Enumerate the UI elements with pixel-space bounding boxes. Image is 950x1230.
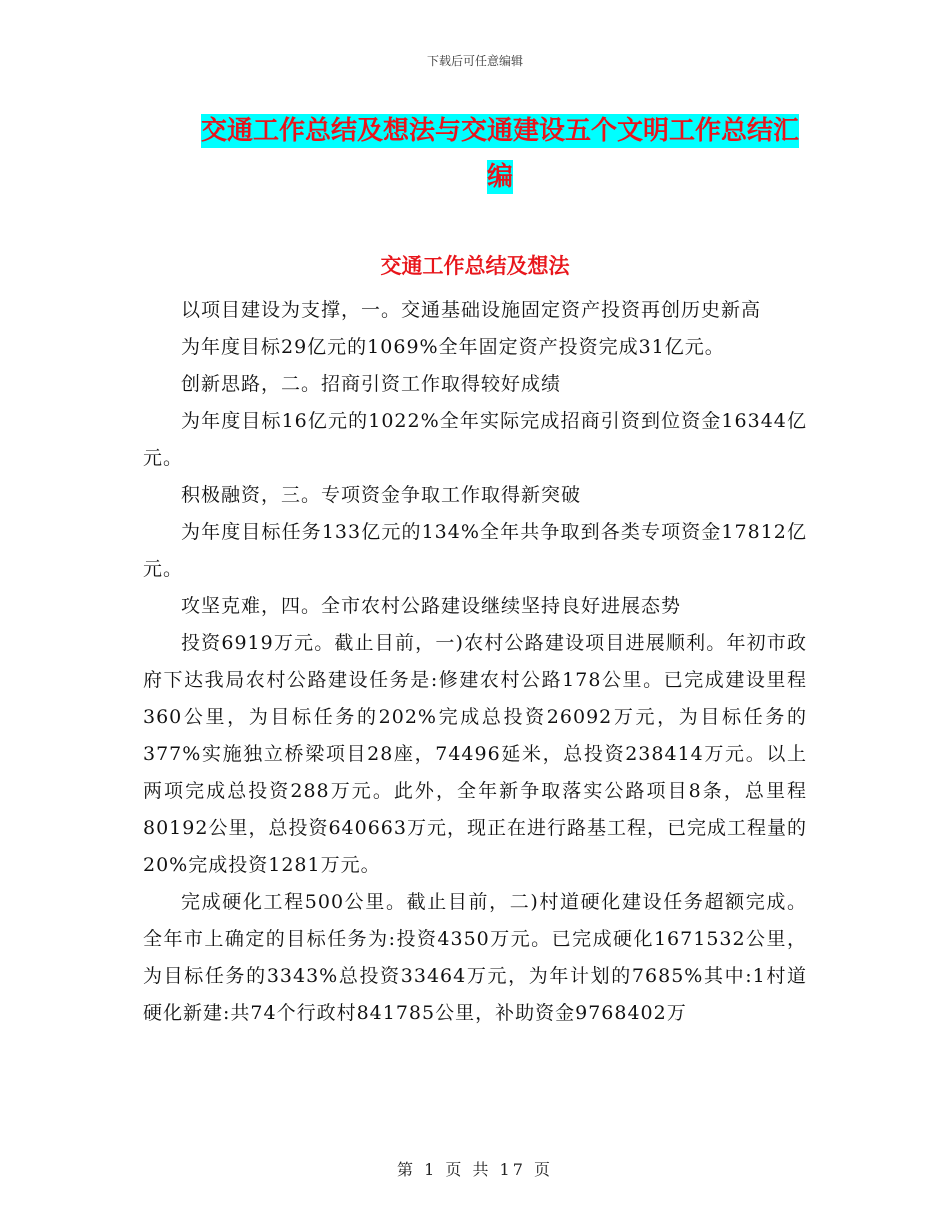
paragraph: 完成硬化工程500公里。截止目前，二)村道硬化建设任务超额完成。全年市上确定的目标任务为:投资4350万元。已完成硬化1671532公里，为目标任务的3343%总投资33464万元，为年计划的7685%其中:1村道硬化新建:共74个行政村841785公里，补助资金9768402万 bbox=[143, 891, 807, 1024]
paragraph: 为年度目标16亿元的1022%全年实际完成招商引资到位资金16344亿元。 bbox=[143, 410, 807, 469]
page-header-note: 下载后可任意编辑 bbox=[426, 54, 523, 68]
paragraph: 以项目建设为支撑，一。交通基础设施固定资产投资再创历史新高 bbox=[181, 299, 762, 321]
paragraph: 为年度目标任务133亿元的134%全年共争取到各类专项资金17812亿元。 bbox=[143, 521, 807, 580]
section-title: 交通工作总结及想法 bbox=[380, 254, 570, 278]
paragraph: 攻坚克难，四。全市农村公路建设继续坚持良好进展态势 bbox=[181, 595, 682, 617]
document-title-line2: 编 bbox=[486, 162, 513, 192]
page-number: 第 1 页 共 17 页 bbox=[397, 1160, 553, 1179]
paragraph: 投资6919万元。截止目前，一)农村公路建设项目进展顺利。年初市政府下达我局农村公路建设任务是:修建农村公路178公里。已完成建设里程360公里，为目标任务的202%完成总投资26092万元，为目标任务的377%实施独立桥梁项目28座，74496延米，总投资238414万元。以上两项完成总投资288万元。此外，全年新争取落实公路项目8条，总里程80192公里，总投资640663万元，现正在进行路基工程，已完成工程量的20%完成投资1281万元。 bbox=[143, 632, 807, 876]
document-body bbox=[143, 292, 807, 1032]
paragraph: 积极融资，三。专项资金争取工作取得新突破 bbox=[181, 484, 582, 506]
paragraph: 创新思路，二。招商引资工作取得较好成绩 bbox=[181, 373, 562, 395]
document-title-line1: 交通工作总结及想法与交通建设五个文明工作总结汇 bbox=[200, 116, 799, 146]
document-title bbox=[195, 108, 805, 200]
paragraph: 为年度目标29亿元的1069%全年固定资产投资完成31亿元。 bbox=[181, 336, 725, 358]
